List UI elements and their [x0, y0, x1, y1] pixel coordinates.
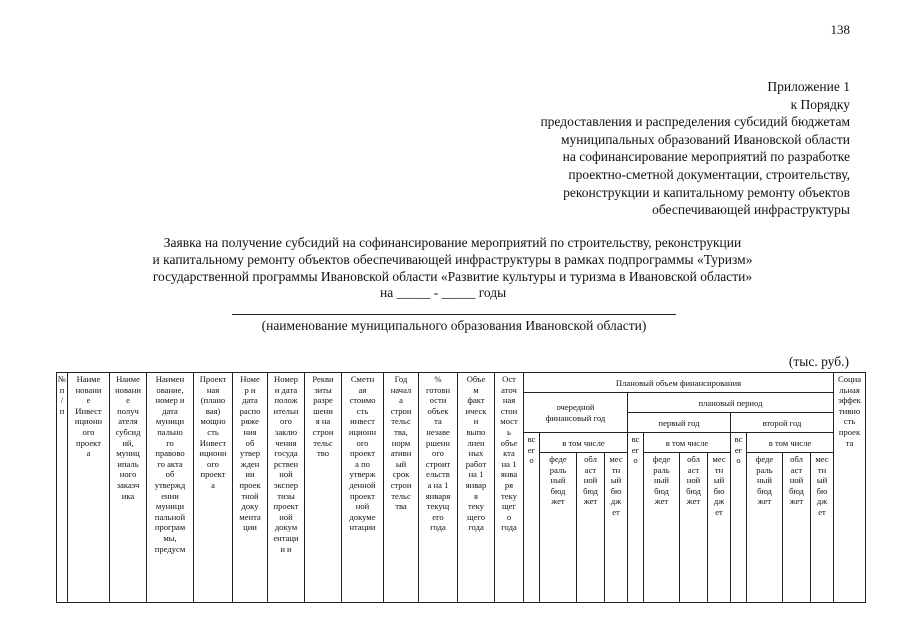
title-line: Заявка на получение субсидий на софинансирование мероприятий по строительству, реконструкции	[163, 235, 742, 250]
title-line: и капитальному ремонту объектов обеспечивающей инфраструктуры в рамках подпрограммы «Туризм»	[152, 252, 753, 267]
local-budget-second: мес тн ый бю дж ет	[811, 453, 834, 603]
col-number: № п / п	[57, 373, 68, 603]
units-label: (тыс. руб.)	[788, 354, 849, 369]
federal-budget-current: феде раль ный бюд жет	[540, 453, 577, 603]
regional-budget-current: обл аст ной бюд жет	[577, 453, 605, 603]
appendix-line: к Порядку	[790, 96, 850, 112]
municipality-underline	[232, 314, 676, 315]
appendix-line: проектно-сметной документации, строительству,	[568, 166, 850, 182]
col-project-name: Наиме новани е Инвест иционн ого проект а	[68, 373, 110, 603]
including-current-year: в том числе	[540, 433, 628, 453]
col-capacity: Проект ная (плано вая) мощно сть Инвест иционн ого проект а	[194, 373, 233, 603]
col-documentation-order: Номе р и дата распо ряже ния об утвер жден ии проек тной доку мента ции	[233, 373, 268, 603]
federal-budget-second: феде раль ный бюд жет	[747, 453, 783, 603]
total-second-year: вс ег о	[731, 433, 747, 603]
municipality-caption: (наименование муниципального образования Ивановской области)	[261, 318, 647, 333]
appendix-line: предоставления и распределения субсидий бюджетам	[540, 114, 850, 130]
col-expertise-conclusion: Номер и дата полож ительн ого заклю чения госуда рствен ной экспер тизы проект ной докум ентаци и и	[268, 373, 305, 603]
document-title	[100, 234, 805, 285]
col-estimated-cost: Сметн ая стоимо сть инвест иционн ого проект а по утверж денной проект ной докуме нтации	[342, 373, 384, 603]
including-second-year: в том числе	[747, 433, 834, 453]
col-social-efficiency: Социа льная эффек тивно сть проек та	[834, 373, 866, 603]
local-budget-current: мес тн ый бю дж ет	[605, 453, 628, 603]
appendix-line: обеспечивающей инфраструктуры	[652, 202, 850, 218]
title-line: государственной программы Ивановской области «Развитие культуры и туризма в Ивановской области»	[152, 269, 753, 284]
appendix-header	[540, 78, 850, 219]
planned-financing-header: Плановый объем финансирования	[524, 373, 834, 393]
col-legal-act: Наимен ование, номер и дата муници пально го правово го акта об утвержд ении муници пальной програм мы, предусм	[147, 373, 194, 603]
col-construction-start: Год начал а строи тельс тва, норм ативн ый срок строи тельс тва	[384, 373, 419, 603]
local-budget-first: мес тн ый бю дж ет	[708, 453, 731, 603]
current-year-header: очередной финансовый год	[524, 393, 628, 433]
col-work-completed: Объе м факт ическ и выпо лнен ных работ на 1 январ я теку щего года	[458, 373, 495, 603]
total-first-year: вс ег о	[628, 433, 644, 603]
appendix-line: реконструкции и капитальному ремонту объектов	[563, 184, 850, 200]
federal-budget-first: феде раль ный бюд жет	[644, 453, 680, 603]
col-residual-cost: Ост аточ ная стои мост ь объе кта на 1 янва ря теку щег о года	[495, 373, 524, 603]
total-current-year: вс ег о	[524, 433, 540, 603]
col-recipient: Наиме новани е получ ателя субсид ий, муниц ипаль ного заказч ика	[110, 373, 147, 603]
regional-budget-second: обл аст ной бюд жет	[783, 453, 811, 603]
appendix-line: на софинансирование мероприятий по разработке	[562, 149, 850, 165]
planning-period-header: плановый период	[628, 393, 834, 413]
appendix-line: Приложение 1	[767, 79, 850, 94]
second-year-header: второй год	[731, 413, 834, 433]
regional-budget-first: обл аст ной бюд жет	[680, 453, 708, 603]
including-first-year: в том числе	[644, 433, 731, 453]
page-number: 138	[830, 22, 850, 37]
col-readiness-percent: % готовн ости объек та незаве ршенн ого строит ельств а на 1 января текущ его года	[419, 373, 458, 603]
application-table	[56, 372, 866, 603]
appendix-line: муниципальных образований Ивановской области	[561, 131, 850, 147]
years-line: на _____ - _____ годы	[380, 285, 507, 300]
col-building-permit: Рекви зиты разре шени я на строи тельс тво	[305, 373, 342, 603]
first-year-header: первый год	[628, 413, 731, 433]
